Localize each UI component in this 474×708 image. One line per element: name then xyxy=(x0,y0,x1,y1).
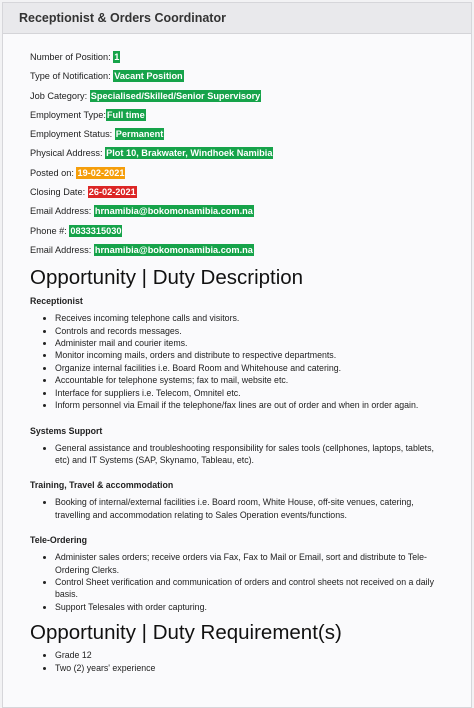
list-item: • Grade 12 xyxy=(55,649,471,661)
detail-row xyxy=(30,87,471,106)
detail-label: Type of Notification: xyxy=(30,71,114,82)
detail-row xyxy=(30,241,471,260)
list-item: • Organize internal facilities i.e. Board Room and Whitehouse and catering. xyxy=(55,362,471,374)
detail-row xyxy=(30,222,471,241)
section-spacer xyxy=(30,521,471,535)
detail-value-badge: 19-02-2021 xyxy=(77,167,125,178)
list-item: • Inform personnel via Email if the telephone/fax lines are out of order and when in order again. xyxy=(55,399,471,411)
detail-label: Employment Type: xyxy=(30,109,106,120)
section-title: Receptionist xyxy=(30,296,83,307)
detail-value-badge: Vacant Position xyxy=(114,71,183,82)
list-item: • Receives incoming telephone calls and visitors. xyxy=(55,312,471,324)
duty-list xyxy=(30,312,471,411)
detail-row xyxy=(30,202,471,221)
detail-label: Phone #: xyxy=(30,225,70,236)
detail-row xyxy=(30,144,471,163)
detail-label: Email Address: xyxy=(30,244,94,255)
detail-row xyxy=(30,183,471,202)
detail-row xyxy=(30,67,471,86)
list-item: • Monitor incoming mails, orders and distribute to respective departments. xyxy=(55,349,471,361)
detail-label: Job Category: xyxy=(30,90,90,101)
detail-label: Number of Position: xyxy=(30,52,114,62)
detail-label: Email Address: xyxy=(30,206,94,217)
list-item: • Interface for suppliers i.e. Telecom, Omnitel etc. xyxy=(55,387,471,399)
duty-sections xyxy=(30,296,471,613)
detail-value-badge: 1 xyxy=(114,52,120,62)
section-title: Training, Travel & accommodation xyxy=(30,480,174,491)
posting-content xyxy=(3,34,471,674)
section-spacer xyxy=(30,412,471,426)
detail-value-badge: Permanent xyxy=(115,129,164,140)
detail-value-badge: Specialised/Skilled/Senior Supervisory xyxy=(90,90,261,101)
list-item: • Booking of internal/external facilities i.e. Board room, White House, off-site venues, catering, travelling and accommodation relating to Sales Operation events/functions. xyxy=(55,496,471,521)
detail-label: Closing Date: xyxy=(30,187,88,198)
detail-value-badge: hrnamibia@bokomonamibia.com.na xyxy=(94,244,253,255)
detail-value-badge: Full time xyxy=(106,109,145,120)
job-details xyxy=(30,48,471,260)
job-posting-card xyxy=(2,2,472,708)
detail-label: Employment Status: xyxy=(30,129,115,140)
list-item: • Controls and records messages. xyxy=(55,325,471,337)
page-title: Receptionist & Orders Coordinator xyxy=(3,3,471,34)
detail-row xyxy=(30,125,471,144)
section-spacer xyxy=(30,466,471,480)
detail-value-badge: hrnamibia@bokomonamibia.com.na xyxy=(94,206,253,217)
list-item: • Administer sales orders; receive orders via Fax, Fax to Mail or Email, sort and distribute to Tele-Ordering Clerks. xyxy=(55,551,471,576)
duty-description-heading: Opportunity | Duty Description xyxy=(30,266,304,290)
list-item: • Two (2) years' experience xyxy=(55,662,471,674)
detail-label: Posted on: xyxy=(30,167,77,178)
duty-requirements-heading: Opportunity | Duty Requirement(s) xyxy=(30,621,342,645)
list-item: • Administer mail and courier items. xyxy=(55,337,471,349)
list-item: • Support Telesales with order capturing. xyxy=(55,601,471,613)
detail-value-badge: 26-02-2021 xyxy=(88,187,136,198)
list-item: • Control Sheet verification and communication of orders and control sheets not received on a daily basis. xyxy=(55,576,471,601)
duty-list xyxy=(30,496,471,521)
duty-list xyxy=(30,442,471,467)
detail-label: Physical Address: xyxy=(30,148,106,159)
detail-value-badge: 0833315030 xyxy=(70,225,122,236)
list-item: • Accountable for telephone systems; fax to mail, website etc. xyxy=(55,374,471,386)
list-item: • General assistance and troubleshooting responsibility for sales tools (cellphones, laptops, tablets, etc) and IT Systems (SAP, Skynamo, Tableau, etc). xyxy=(55,442,471,467)
section-title: Tele-Ordering xyxy=(30,535,88,546)
detail-row xyxy=(30,106,471,125)
section-title: Systems Support xyxy=(30,425,103,436)
requirements-list xyxy=(30,649,471,674)
detail-value-badge: Plot 10, Brakwater, Windhoek Namibia xyxy=(106,148,273,159)
detail-row xyxy=(30,164,471,183)
detail-row xyxy=(30,48,471,67)
duty-list xyxy=(30,551,471,613)
